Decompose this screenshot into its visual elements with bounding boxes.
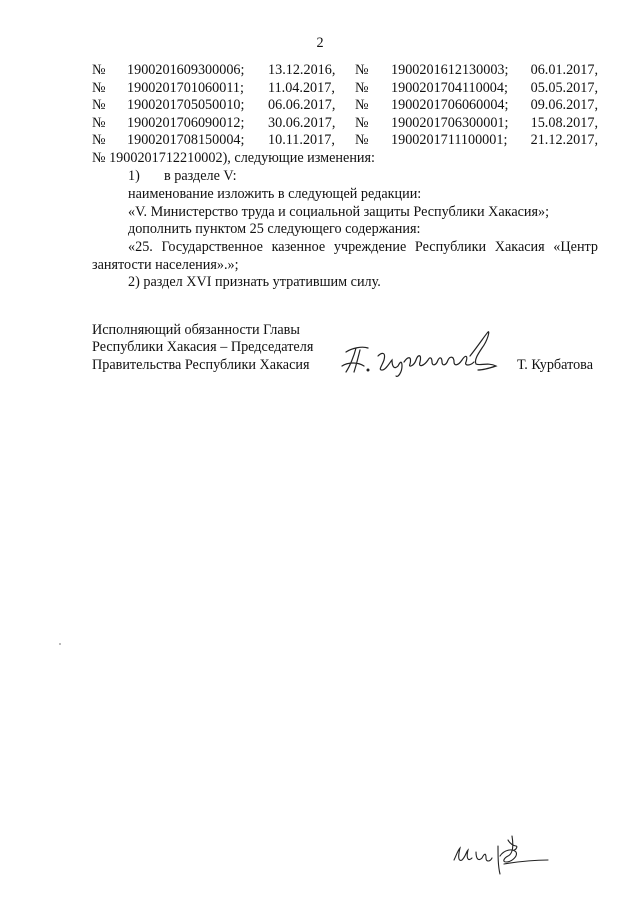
signatory-title-line: Республики Хакасия – Председателя <box>92 339 314 356</box>
item-1-text: в разделе V: <box>164 168 237 184</box>
registration-row <box>92 62 598 80</box>
registration-date: 15.08.2017, <box>530 114 598 131</box>
number-sign: № <box>92 132 106 149</box>
registration-number: 1900201706090012; <box>127 114 245 131</box>
number-sign: № <box>355 97 369 114</box>
registration-number: 1900201704110004; <box>391 79 508 96</box>
registration-date: 30.06.2017, <box>268 114 336 131</box>
signatory-title <box>92 322 313 374</box>
registration-date: 10.11.2017, <box>268 132 335 149</box>
handwritten-signature <box>338 326 506 380</box>
registration-row <box>92 80 598 98</box>
signatory-title-line: Правительства Республики Хакасия <box>92 356 310 373</box>
registration-number: 1900201711100001; <box>391 132 508 149</box>
rename-instruction: наименование изложить в следующей редакции: <box>128 186 422 202</box>
registration-number: 1900201609300006; <box>127 62 245 78</box>
registration-number: 1900201706060004; <box>391 97 509 114</box>
handwritten-initials <box>452 830 552 880</box>
number-sign: № <box>355 132 369 149</box>
number-sign: № <box>355 114 369 131</box>
scan-speck <box>59 643 61 645</box>
item-1 <box>128 168 634 186</box>
item-1-number: 1) <box>128 168 140 184</box>
registration-number: 1900201701060011; <box>127 79 244 96</box>
number-sign: № <box>355 62 369 78</box>
registration-date: 09.06.2017, <box>530 97 598 114</box>
number-sign: № <box>92 79 106 96</box>
registration-row <box>92 132 598 150</box>
add-point-instruction: дополнить пунктом 25 следующего содержания: <box>128 221 421 237</box>
registration-numbers-table <box>92 62 598 150</box>
registration-row <box>92 97 598 115</box>
registration-date: 21.12.2017, <box>530 132 598 149</box>
number-sign: № <box>355 79 369 96</box>
registration-date: 06.01.2017, <box>530 62 598 78</box>
registration-closing-line: № 1900201712210002), следующие изменения: <box>92 150 375 166</box>
number-sign: № <box>92 97 106 114</box>
registration-number: 1900201706300001; <box>391 114 509 131</box>
page-number: 2 <box>316 35 324 51</box>
registration-date: 11.04.2017, <box>268 79 335 96</box>
registration-number: 1900201612130003; <box>391 62 509 78</box>
registration-date: 13.12.2016, <box>268 62 336 78</box>
signer-name: Т. Курбатова <box>517 357 593 373</box>
signatory-title-line: Исполняющий обязанности Главы <box>92 322 300 338</box>
new-section-name: «V. Министерство труда и социальной защиты Республики Хакасия»; <box>128 204 550 220</box>
point-25-text-line1: «25. Государственное казенное учреждение Республики Хакасия «Центр <box>128 239 598 255</box>
registration-number: 1900201708150004; <box>127 132 245 149</box>
registration-date: 06.06.2017, <box>268 97 336 114</box>
registration-number: 1900201705050010; <box>127 97 245 114</box>
item-2: 2) раздел XVI признать утратившим силу. <box>128 274 381 290</box>
registration-date: 05.05.2017, <box>530 79 598 96</box>
registration-row <box>92 115 598 133</box>
point-25-text-line2: занятости населения».»; <box>92 257 239 273</box>
number-sign: № <box>92 114 106 131</box>
number-sign: № <box>92 62 106 78</box>
